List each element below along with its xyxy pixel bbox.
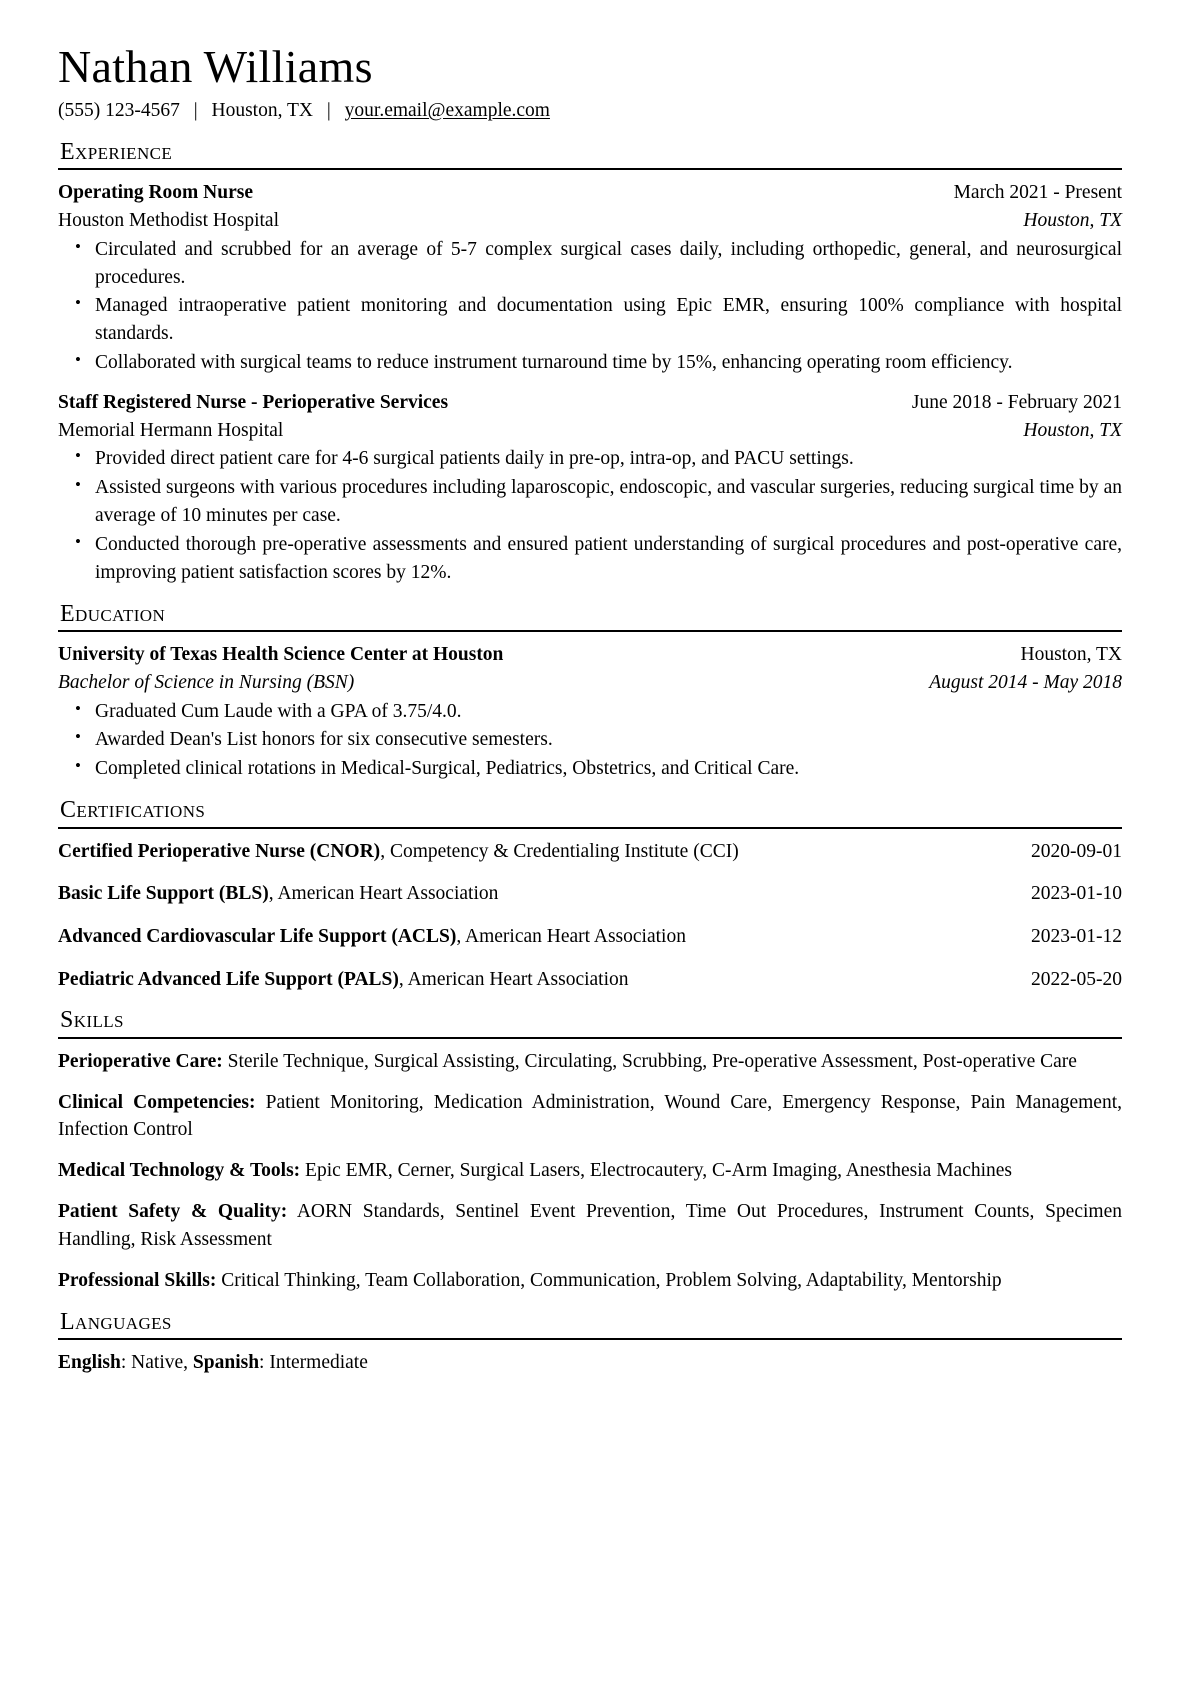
language-colon: : xyxy=(120,1352,132,1374)
section-title-experience: Experience xyxy=(60,138,173,165)
job-dates: March 2021 - Present xyxy=(953,182,1122,204)
email-link[interactable]: your.email@example.com xyxy=(344,99,550,121)
certification-text: Advanced Cardiovascular Life Support (ACLS), American Heart Association xyxy=(58,925,686,947)
skill-group xyxy=(58,1198,1122,1254)
language-level: Native xyxy=(131,1352,184,1374)
job-dates: June 2018 - February 2021 xyxy=(911,392,1122,414)
contact-line xyxy=(58,96,1122,125)
skill-items: Epic EMR, Cerner, Surgical Lasers, Electrocautery, C-Arm Imaging, Anesthesia Machines xyxy=(305,1160,1013,1182)
job-location: Houston, TX xyxy=(1023,210,1122,231)
job-company: Memorial Hermann Hospital xyxy=(58,419,284,441)
skill-category: Clinical Competencies: xyxy=(58,1091,256,1113)
job-bullet-list xyxy=(58,445,1122,586)
certification-date: 2022-05-20 xyxy=(1031,968,1122,990)
job-bullet-list xyxy=(58,236,1122,377)
job-title: Staff Registered Nurse - Perioperative Services xyxy=(58,392,449,414)
section-title-skills: Skills xyxy=(60,1007,124,1034)
contact-separator-1: | xyxy=(193,99,198,121)
certification-text: Pediatric Advanced Life Support (PALS), American Heart Association xyxy=(58,968,629,990)
job-bullet: • Circulated and scrubbed for an average of 5-7 complex surgical cases daily, including orthopedic, general, and neurosurgical procedures. xyxy=(58,236,1122,292)
certification-issuer: American Heart Association xyxy=(465,925,686,947)
degree-dates: August 2014 - May 2018 xyxy=(929,671,1122,693)
section-title-certifications: Certifications xyxy=(60,797,206,824)
education-entry xyxy=(58,641,1122,783)
certification-name: Certified Perioperative Nurse (CNOR) xyxy=(58,840,381,862)
section-experience xyxy=(58,139,1122,587)
skill-group xyxy=(58,1267,1122,1295)
certification-name: Advanced Cardiovascular Life Support (ACLS) xyxy=(58,925,457,947)
phone-number: (555) 123-4567 xyxy=(58,99,180,121)
section-rule-education xyxy=(58,630,1122,632)
section-title-education: Education xyxy=(60,600,166,627)
skill-group xyxy=(58,1089,1122,1145)
experience-title-row xyxy=(58,389,1122,417)
section-rule-experience xyxy=(58,168,1122,170)
language-separator: , xyxy=(183,1352,193,1374)
school-location: Houston, TX xyxy=(1020,644,1122,666)
certification-date: 2023-01-10 xyxy=(1031,883,1122,905)
certification-name: Pediatric Advanced Life Support (PALS) xyxy=(58,968,399,990)
skill-items: AORN Standards, Sentinel Event Prevention, Time Out Procedures, Instrument Counts, Specimen Handling, Risk Assessment xyxy=(58,1201,1122,1251)
experience-title-row xyxy=(58,179,1122,207)
education-bullet-list xyxy=(58,698,1122,784)
language-name: English xyxy=(58,1352,121,1374)
section-education xyxy=(58,601,1122,783)
language-level: Intermediate xyxy=(269,1352,368,1374)
education-bullet: • Graduated Cum Laude with a GPA of 3.75/4.0. xyxy=(58,698,1122,726)
certification-issuer: American Heart Association xyxy=(277,883,499,905)
certification-name: Basic Life Support (BLS) xyxy=(58,883,269,905)
job-bullet: • Managed intraoperative patient monitoring and documentation using Epic EMR, ensuring 100% compliance with hospital standards. xyxy=(58,292,1122,348)
skill-items: Patient Monitoring, Medication Administration, Wound Care, Emergency Response, Pain Management, Infection Control xyxy=(58,1091,1123,1141)
skill-group xyxy=(58,1048,1122,1076)
section-rule-certifications xyxy=(58,827,1122,829)
school-name: University of Texas Health Science Center at Houston xyxy=(58,644,504,666)
job-bullet: • Conducted thorough pre-operative assessments and ensured patient understanding of surgical procedures and post-operative care, improving patient satisfaction scores by 12%. xyxy=(58,531,1122,587)
certification-text: Basic Life Support (BLS), American Heart Association xyxy=(58,883,499,905)
certification-date: 2020-09-01 xyxy=(1031,840,1122,862)
skill-category: Medical Technology & Tools: xyxy=(58,1160,301,1182)
experience-entry xyxy=(58,389,1122,587)
job-bullet: • Collaborated with surgical teams to reduce instrument turnaround time by 15%, enhancing operating room efficiency. xyxy=(58,349,1122,377)
degree-name: Bachelor of Science in Nursing (BSN) xyxy=(58,671,355,693)
certification-issuer: American Heart Association xyxy=(407,968,629,990)
education-bullet: • Awarded Dean's List honors for six consecutive semesters. xyxy=(58,726,1122,754)
skill-category: Perioperative Care: xyxy=(58,1050,223,1072)
language-colon: : xyxy=(259,1352,270,1374)
certification-row xyxy=(58,838,1122,866)
certification-row xyxy=(58,966,1122,994)
section-title-languages: Languages xyxy=(60,1308,172,1335)
section-rule-skills xyxy=(58,1037,1122,1039)
job-location: Houston, TX xyxy=(1023,419,1122,441)
job-company: Houston Methodist Hospital xyxy=(58,210,280,231)
section-languages xyxy=(58,1309,1122,1377)
certification-date: 2023-01-12 xyxy=(1031,925,1122,947)
section-certifications xyxy=(58,797,1122,993)
experience-company-row xyxy=(58,207,1122,235)
experience-company-row xyxy=(58,417,1122,445)
certification-text: Certified Perioperative Nurse (CNOR), Competency & Credentialing Institute (CCI) xyxy=(58,840,739,862)
education-bullet: • Completed clinical rotations in Medical-Surgical, Pediatrics, Obstetrics, and Critical Care. xyxy=(58,755,1122,783)
skill-group xyxy=(58,1157,1122,1185)
skill-category: Professional Skills: xyxy=(58,1269,217,1291)
contact-location: Houston, TX xyxy=(211,99,313,121)
education-institution-row xyxy=(58,641,1122,669)
candidate-name: Nathan Williams xyxy=(58,41,373,92)
skill-items: Sterile Technique, Surgical Assisting, Circulating, Scrubbing, Pre-operative Assessment, Post-operative Care xyxy=(227,1050,1077,1072)
certification-issuer: Competency & Credentialing Institute (CCI) xyxy=(389,840,739,862)
skill-items: Critical Thinking, Team Collaboration, Communication, Problem Solving, Adaptability, Mentorship xyxy=(221,1269,1002,1291)
certification-row xyxy=(58,923,1122,951)
skill-category: Patient Safety & Quality: xyxy=(58,1201,288,1223)
job-bullet: • Provided direct patient care for 4-6 surgical patients daily in pre-op, intra-op, and PACU settings. xyxy=(58,445,1122,473)
education-degree-row xyxy=(58,669,1122,697)
language-name: Spanish xyxy=(192,1352,260,1374)
resume-header xyxy=(58,42,1122,125)
section-rule-languages xyxy=(58,1338,1122,1340)
section-skills xyxy=(58,1007,1122,1295)
contact-separator-2: | xyxy=(326,99,331,121)
experience-entry xyxy=(58,179,1122,377)
job-title: Operating Room Nurse xyxy=(58,182,253,204)
certification-row xyxy=(58,880,1122,908)
languages-row xyxy=(58,1349,1122,1377)
job-bullet: • Assisted surgeons with various procedures including laparoscopic, endoscopic, and vascular surgeries, reducing surgical time by an average of 10 minutes per case. xyxy=(58,474,1122,530)
